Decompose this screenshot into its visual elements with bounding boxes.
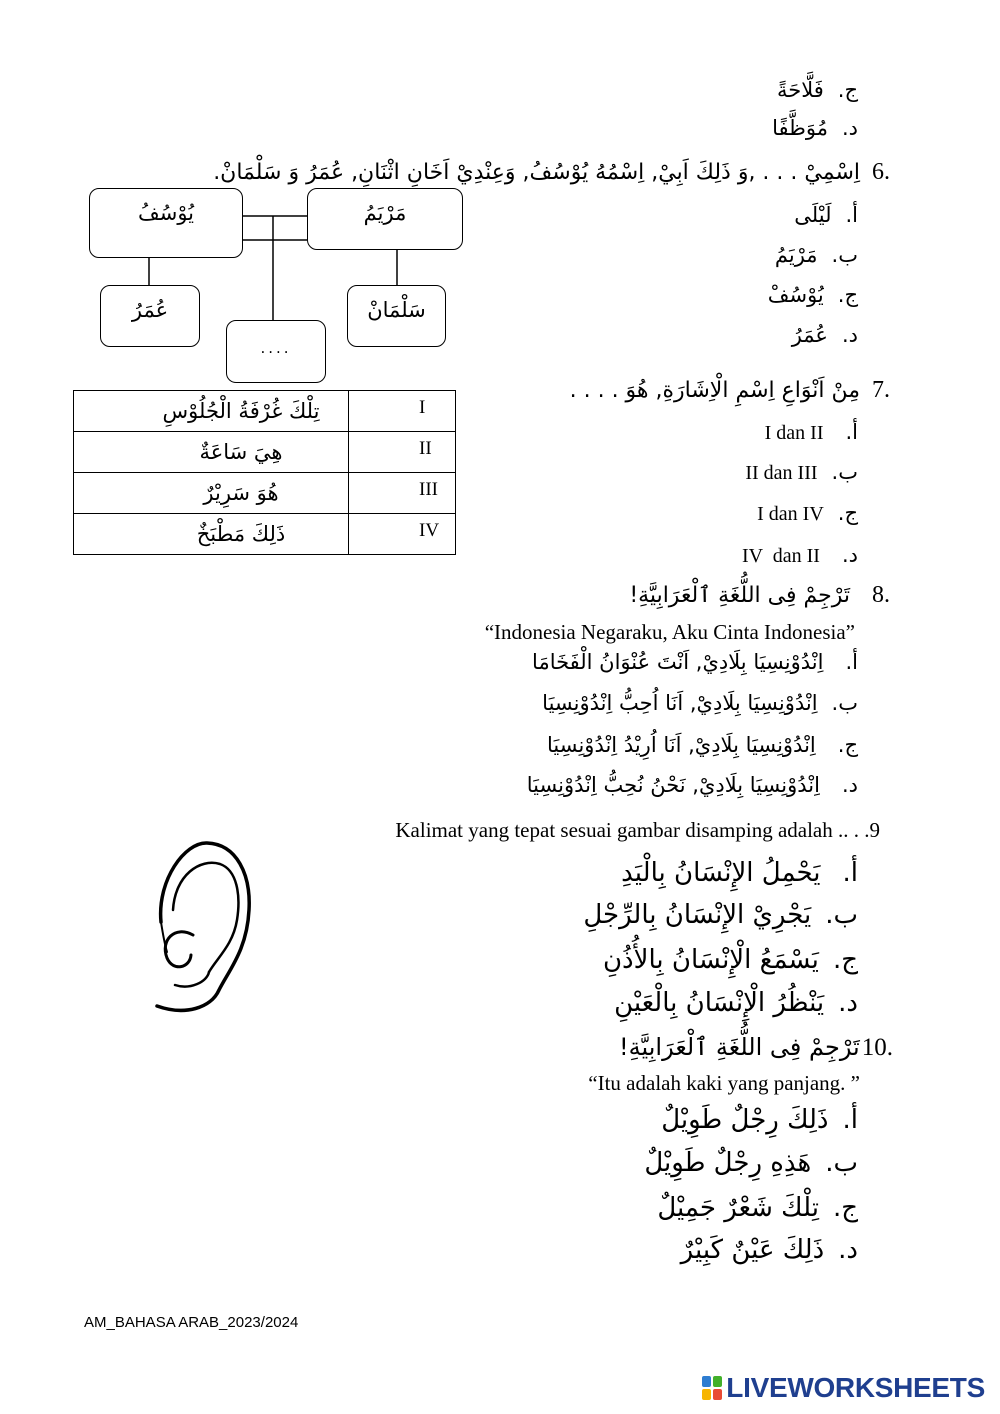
q10-option-d — [681, 1228, 858, 1272]
table-row — [74, 514, 456, 555]
logo-icon-block — [702, 1389, 711, 1400]
q7-option-a — [765, 414, 858, 450]
q8-quote: “Indonesia Negaraku, Aku Cinta Indonesia” — [484, 620, 855, 644]
q7-option-b — [745, 454, 858, 490]
option-label: د. — [841, 323, 858, 347]
q8-option-c — [547, 727, 858, 763]
option-text: I dan II — [764, 422, 824, 444]
table-row — [74, 473, 456, 514]
table-row — [74, 391, 456, 432]
option-text: يَجْرِيْ الإِنْسَانُ بِالرِّجْلِ — [583, 900, 812, 930]
logo-icon-block — [713, 1376, 722, 1387]
q5-option-d — [772, 110, 858, 146]
tree-blank: .... — [260, 339, 292, 357]
option-text: اِنْدُوْنِسِيَا بِلَادِيْ, نَحْنُ نُحِبُّ اِنْدُوْنِسِيَا — [526, 773, 820, 797]
option-label: د. — [841, 543, 858, 567]
q10-option-a — [661, 1098, 858, 1142]
q10-option-b — [644, 1141, 858, 1185]
logo-text: LIVEWORKSHEETS — [726, 1372, 985, 1403]
q8-option-a — [532, 644, 858, 680]
logo-icon-block — [713, 1389, 722, 1400]
tree-box-mother — [307, 188, 463, 250]
option-text: مَرْيَمُ — [774, 243, 818, 267]
q7-option-d — [742, 537, 858, 573]
option-text: اِنْدُوْنِسِيَا بِلَادِيْ, اَنَا اُحِبُّ اِنْدُوْنِسِيَا — [542, 691, 818, 715]
table-cell-numeral: II — [349, 432, 456, 473]
q10-option-c — [657, 1186, 858, 1230]
option-text: فَلَّاحَةً — [776, 78, 824, 102]
q7-question — [570, 372, 890, 408]
option-label: أ. — [845, 203, 858, 227]
liveworksheets-logo-icon — [702, 1376, 722, 1400]
ear-icon — [145, 840, 257, 1020]
table-cell-sentence: هِيَ سَاعَةٌ — [74, 432, 349, 473]
table-cell-numeral: III — [349, 473, 456, 514]
option-label: ج. — [837, 283, 858, 307]
option-label: ب. — [825, 1148, 858, 1178]
option-label: د. — [838, 1235, 858, 1265]
q6-option-a — [794, 197, 858, 233]
table-row — [74, 432, 456, 473]
liveworksheets-logo[interactable] — [702, 1372, 985, 1404]
table-cell-sentence: هُوَ سَرِيْرٌ — [74, 473, 349, 514]
question-number: 8. — [872, 582, 890, 608]
document-code: AM_BAHASA ARAB_2023/2024 — [84, 1314, 299, 1331]
option-label: ب. — [825, 900, 858, 930]
tree-name: سَلْمَانْ — [367, 298, 426, 322]
option-text: اِنْدُوْنِسِيَا بِلَادِيْ, اَنَا اُرِيْدُ اِنْدُوْنِسِيَا — [546, 733, 816, 757]
option-label: أ. — [842, 1105, 858, 1135]
option-label: ج. — [832, 1193, 858, 1223]
question-text: مِنْ اَنْوَاعِ اِسْمِ الْاِشَارَةِ, هُوَ . . . . — [569, 378, 860, 403]
tree-box-child-blank — [226, 320, 326, 383]
q8-option-b — [542, 685, 858, 721]
q6-option-d — [792, 317, 858, 353]
q6-option-c — [768, 277, 858, 313]
logo-icon-block — [702, 1376, 711, 1387]
question-number: 10. — [861, 1034, 893, 1061]
option-label: ب. — [831, 691, 858, 715]
q9-option-b — [583, 893, 858, 937]
q10-question — [619, 1025, 893, 1069]
demonstrative-table — [73, 390, 456, 555]
question-text: تَرْجِمْ فِى اللُّغَةِ ٱلْعَرَابِيَّةِ! — [629, 583, 850, 608]
option-label: أ. — [845, 420, 858, 444]
option-label: أ. — [842, 858, 858, 888]
option-text: I dan IV — [757, 503, 824, 525]
tree-box-child-right — [347, 285, 446, 347]
question-number: 7. — [872, 377, 890, 403]
option-label: د. — [838, 988, 858, 1018]
question-number: 6. — [872, 159, 890, 185]
option-text: يَسْمَعُ الْإِنْسَانُ بِالأُذُنِ — [602, 945, 819, 975]
q9-option-c — [603, 938, 858, 982]
option-text: يَحْمِلُ الإِنْسَانُ بِالْيَدِ — [621, 858, 821, 888]
q6-option-b — [775, 237, 858, 273]
table-cell-numeral: IV — [349, 514, 456, 555]
option-label: ج. — [837, 733, 858, 757]
option-text: اِنْدُوْنِسِيَا بِلَادِيْ, اَنْتَ عُنْوَانُ الْفَخَامَا — [532, 650, 824, 674]
option-label: ج. — [837, 78, 858, 102]
option-text: هَذِهِ رِجْلٌ طَوِيْلٌ — [644, 1148, 812, 1178]
q9-option-a — [621, 851, 858, 895]
option-text: ذَلِكَ رِجْلٌ طَوِيْلٌ — [661, 1105, 829, 1135]
option-label: ب. — [831, 243, 858, 267]
tree-name: يُوْسُفُ — [137, 201, 195, 225]
option-text: مُوَظَّفًا — [772, 116, 828, 140]
q5-option-c — [777, 72, 858, 108]
q10-quote: “Itu adalah kaki yang panjang. ” — [588, 1071, 860, 1095]
option-label: ب. — [831, 460, 858, 484]
table-cell-sentence: تِلْكَ غُرْفَةُ الْجُلُوْسِ — [74, 391, 349, 432]
option-text: عُمَرُ — [791, 323, 828, 347]
q7-option-c — [757, 495, 858, 531]
option-label: ج. — [837, 501, 858, 525]
tree-name: عُمَرُ — [131, 298, 169, 322]
option-text: ذَلِكَ عَيْنٌ كَبِيْرٌ — [680, 1235, 825, 1265]
option-text: يَنْظُرُ الْإِنْسَانُ بِالْعَيْنِ — [614, 988, 825, 1018]
table-cell-sentence: ذَلِكَ مَطْبَخٌ — [74, 514, 349, 555]
q8-option-d — [527, 767, 858, 803]
q8-question — [629, 577, 890, 613]
option-label: ج. — [832, 945, 858, 975]
q9-question: Kalimat yang tepat sesuai gambar disamping adalah .. . .9 — [395, 818, 880, 842]
option-label: د. — [841, 116, 858, 140]
question-text: تَرْجِمْ فِى اللُّغَةِ ٱلْعَرَابِيَّةِ! — [619, 1033, 860, 1061]
option-text: II dan III — [745, 462, 818, 484]
tree-box-child-left — [100, 285, 200, 347]
option-text: IV dan II — [742, 545, 820, 567]
q9-option-d — [614, 981, 858, 1025]
tree-box-father — [89, 188, 243, 258]
table-cell-numeral: I — [349, 391, 456, 432]
question-text: اِسْمِيْ . . . ,وَ ذَلِكَ اَبِيْ, اِسْمُهُ يُوْسُفُ, وَعِنْدِيْ اَخَانِ اثْنَانِ, عُمَرُ وَ سَلْمَانْ. — [213, 160, 860, 185]
option-label: أ. — [845, 650, 858, 674]
option-text: يُوْسُفْ — [767, 283, 824, 307]
option-text: تِلْكَ شَعْرٌ جَمِيْلٌ — [657, 1193, 819, 1223]
option-text: لَيْلَى — [794, 203, 832, 227]
option-label: د. — [841, 773, 858, 797]
tree-name: مَرْيَمُ — [363, 201, 407, 225]
